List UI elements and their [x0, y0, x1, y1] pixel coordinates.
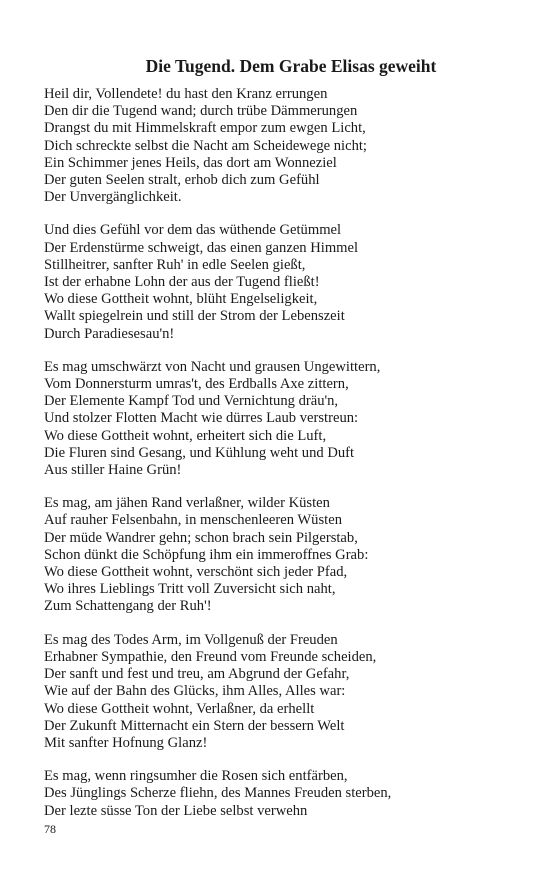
poem-line: Und stolzer Flotten Macht wie dürres Laub verstreun: [44, 410, 359, 427]
page-number: 78 [44, 822, 56, 836]
poem-line: Es mag, wenn ringsumher die Rosen sich entfärben, [44, 768, 348, 785]
poem-line: Schon dünkt die Schöpfung ihm ein immeroffnes Grab: [44, 546, 369, 563]
poem-line: Vom Donnersturm umras't, des Erdballs Axe zittern, [44, 376, 349, 393]
poem-line: Es mag des Todes Arm, im Vollgenuß der Freuden [44, 631, 338, 648]
poem-line: Aus stiller Haine Grün! [44, 462, 182, 479]
poem-line: Und dies Gefühl vor dem das wüthende Getümmel [44, 222, 342, 239]
stanza [44, 632, 524, 752]
poem-title: Die Tugend. Dem Grabe Elisas geweiht [145, 56, 437, 76]
poem-line: Wallt spiegelrein und still der Strom der Lebenszeit [44, 308, 345, 325]
stanza [44, 86, 524, 206]
poem-line: Ist der erhabne Lohn der aus der Tugend fließt! [44, 274, 320, 291]
poem-line: Durch Paradiesesau'n! [44, 325, 175, 342]
poem-line: Ein Schimmer jenes Heils, das dort am Wonneziel [44, 154, 337, 171]
poem-line: Wo diese Gottheit wohnt, Verlaßner, da erhellt [44, 700, 315, 717]
stanza [44, 495, 524, 615]
poem-line: Stillheitrer, sanfter Ruh' in edle Seelen gießt, [44, 256, 306, 273]
stanza [44, 222, 524, 342]
poem-line: Auf rauher Felsenbahn, in menschenleeren Wüsten [44, 512, 342, 529]
poem-line: Der müde Wandrer gehn; schon brach sein Pilgerstab, [44, 529, 358, 546]
poem-line: Mit sanfter Hofnung Glanz! [44, 734, 208, 751]
poem-line: Wie auf der Bahn des Glücks, ihm Alles, Alles war: [44, 683, 346, 700]
poem-line: Der Erdenstürme schweigt, das einen ganzen Himmel [44, 239, 359, 256]
stanza [44, 359, 524, 479]
poem-line: Der sanft und fest und treu, am Abgrund der Gefahr, [44, 666, 350, 683]
poem-line: Wo diese Gottheit wohnt, blüht Engelseligkeit, [44, 291, 318, 308]
poem-line: Zum Schattengang der Ruh'! [44, 598, 212, 615]
poem-line: Es mag umschwärzt von Nacht und grausen Ungewittern, [44, 358, 381, 375]
poem-line: Wo diese Gottheit wohnt, verschönt sich jeder Pfad, [44, 564, 348, 581]
poem-line: Der Unvergänglichkeit. [44, 189, 182, 206]
poem-line: Des Jünglings Scherze fliehn, des Mannes Freuden sterben, [44, 785, 392, 802]
poem-page [44, 55, 524, 836]
poem-line: Der lezte süsse Ton der Liebe selbst verwehn [44, 802, 308, 819]
stanza [44, 768, 524, 820]
poem-line: Drangst du mit Himmelskraft empor zum ewgen Licht, [44, 120, 366, 137]
poem-line: Dich schreckte selbst die Nacht am Scheidewege nicht; [44, 137, 367, 154]
poem-line: Heil dir, Vollendete! du hast den Kranz errungen [44, 86, 328, 102]
poem-line: Wo ihres Lieblings Tritt voll Zuversicht sich naht, [44, 581, 336, 598]
poem-line: Erhabner Sympathie, den Freund vom Freunde scheiden, [44, 648, 377, 665]
poem-line: Der Zukunft Mitternacht ein Stern der bessern Welt [44, 717, 345, 734]
poem-line: Wo diese Gottheit wohnt, erheitert sich die Luft, [44, 427, 327, 444]
poem-line: Die Fluren sind Gesang, und Kühlung weht und Duft [44, 444, 355, 461]
poem-body [44, 86, 524, 820]
poem-line: Der Elemente Kampf Tod und Vernichtung dräu'n, [44, 393, 339, 410]
poem-line: Den dir die Tugend wand; durch trübe Dämmerungen [44, 103, 358, 120]
poem-line: Der guten Seelen stralt, erhob dich zum Gefühl [44, 172, 320, 189]
poem-line: Es mag, am jähen Rand verlaßner, wilder Küsten [44, 495, 330, 512]
